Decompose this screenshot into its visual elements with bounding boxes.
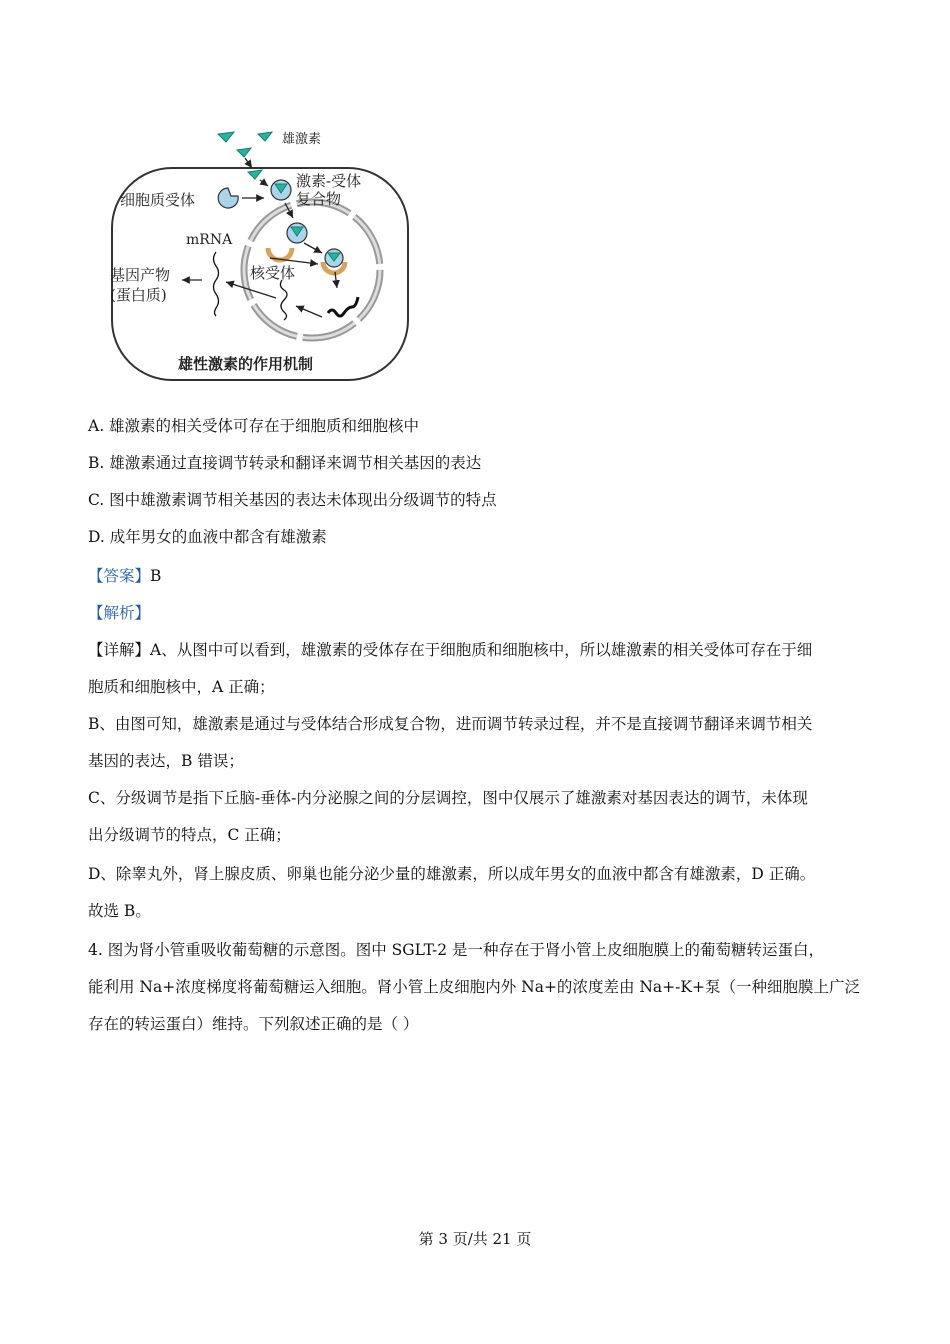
detail-a-line1 bbox=[88, 640, 878, 660]
question4-line1: 4. 图为肾小管重吸收葡萄糖的示意图。图中 SGLT-2 是一种存在于肾小管上皮细胞膜上的葡萄糖转运蛋白， bbox=[88, 941, 825, 959]
complex-label-2: 复合物 bbox=[296, 190, 342, 208]
detail-c-line1: C、分级调节是指下丘脑-垂体-内分泌腺之间的分层调控，图中仅展示了雄激素对基因表达的调节，未体现 bbox=[88, 789, 808, 807]
figure-caption: 雄性激素的作用机制 bbox=[178, 355, 314, 373]
page-footer: 第 3 页/共 21 页 bbox=[418, 1230, 532, 1248]
cytoplasm-receptor-label: 细胞质受体 bbox=[120, 191, 196, 209]
complex-label-1: 激素-受体 bbox=[296, 172, 362, 190]
hormone-molecule bbox=[218, 132, 272, 179]
option-c: C. 图中雄激素调节相关基因的表达未体现出分级调节的特点 bbox=[88, 491, 497, 509]
detail-conclusion: 故选 B。 bbox=[88, 902, 151, 920]
hormone-label: 雄激素 bbox=[282, 132, 322, 147]
question4-line2: 能利用 Na+浓度梯度将葡萄糖运入细胞。肾小管上皮细胞内外 Na+的浓度差由 Na+-K+泵（一种细胞膜上广泛 bbox=[88, 978, 860, 996]
mrna-label: mRNA bbox=[186, 232, 233, 248]
answer-line bbox=[88, 566, 878, 586]
detail-b-line2: 基因的表达，B 错误； bbox=[88, 752, 244, 770]
mrna-strand bbox=[214, 252, 219, 316]
detail-d-line1: D、除睾丸外，肾上腺皮质、卵巢也能分泌少量的雄激素，所以成年男女的血液中都含有雄激素，D 正确。 bbox=[88, 865, 816, 883]
analysis-label: 【解析】 bbox=[88, 604, 151, 622]
figure-diagram bbox=[100, 120, 420, 390]
answer-value: B bbox=[150, 567, 162, 585]
option-a: A. 雄激素的相关受体可存在于细胞质和细胞核中 bbox=[88, 417, 420, 435]
option-d: D. 成年男女的血液中都含有雄激素 bbox=[88, 528, 327, 546]
option-b: B. 雄激素通过直接调节转录和翻译来调节相关基因的表达 bbox=[88, 454, 482, 472]
detail-b-line1: B、由图可知，雄激素是通过与受体结合形成复合物，进而调节转录过程，并不是直接调节翻译来调节相关 bbox=[88, 715, 813, 733]
nuclear-receptor-complex bbox=[323, 249, 345, 273]
analysis-line bbox=[88, 603, 878, 623]
nuclear-receptor-label: 核受体 bbox=[250, 264, 296, 282]
question4-line3: 存在的转运蛋白）维持。下列叙述正确的是（ ） bbox=[88, 1015, 419, 1033]
answer-label: 【答案】 bbox=[88, 567, 151, 585]
detail-a-line2: 胞质和细胞核中，A 正确； bbox=[88, 678, 275, 696]
gene-product-label-2: (蛋白质) bbox=[110, 286, 167, 304]
detail-a-text1: A、从图中可以看到，雄激素的受体存在于细胞质和细胞核中，所以雄激素的相关受体可存在于细 bbox=[150, 641, 813, 659]
detail-c-line2: 出分级调节的特点，C 正确； bbox=[88, 826, 291, 844]
cytoplasm-receptor bbox=[218, 188, 238, 208]
mrna-in-nucleus bbox=[280, 280, 287, 320]
dna-gene bbox=[328, 297, 358, 316]
androgen-mechanism-figure bbox=[100, 120, 420, 390]
detail-label: 【详解】 bbox=[88, 641, 151, 659]
gene-product-label-1: 基因产物 bbox=[110, 266, 171, 284]
hormone-receptor-complex bbox=[271, 180, 291, 200]
